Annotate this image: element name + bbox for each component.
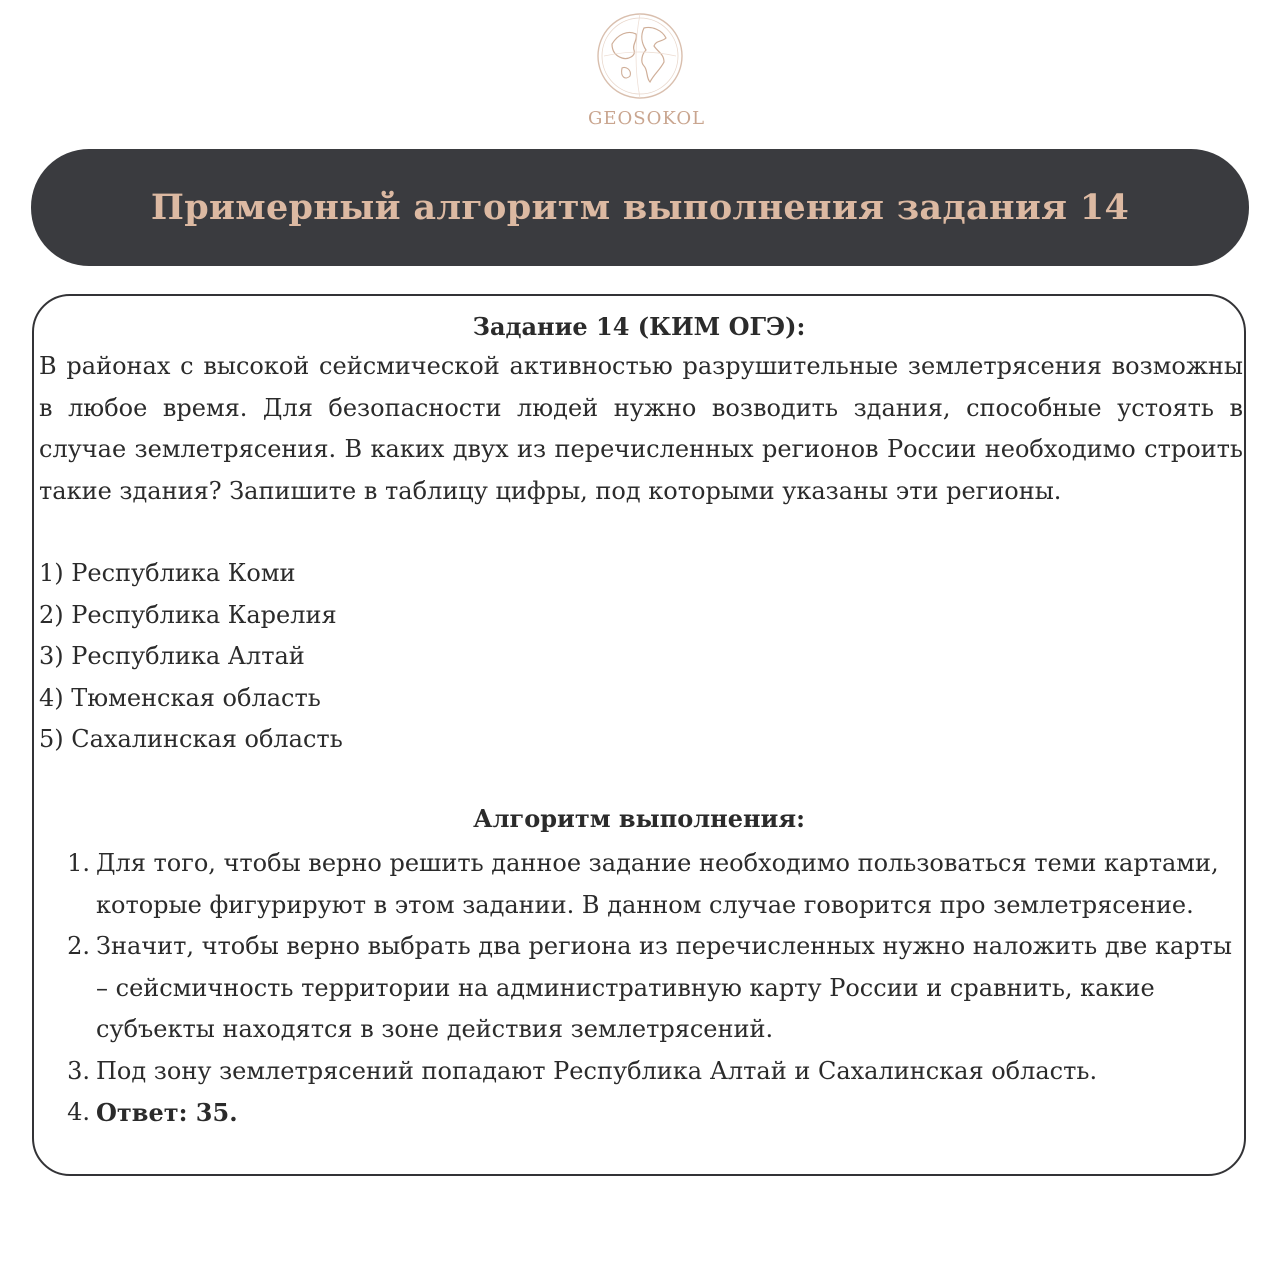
step-number: 4. bbox=[67, 1098, 90, 1126]
option-item: 5) Сахалинская область bbox=[39, 725, 343, 753]
algorithm-heading: Алгоритм выполнения: bbox=[473, 804, 805, 833]
content-box bbox=[32, 294, 1246, 1176]
algorithm-steps-list bbox=[62, 843, 1232, 1135]
step-text-answer bbox=[96, 1092, 1232, 1135]
title-banner bbox=[31, 149, 1249, 266]
algorithm-step bbox=[62, 843, 1232, 926]
option-item: 4) Тюменская область bbox=[39, 683, 321, 712]
algorithm-step bbox=[62, 1051, 1232, 1093]
option-item: 1) Республика Коми bbox=[39, 559, 296, 587]
step-number: 3. bbox=[67, 1056, 90, 1085]
step-number: 1. bbox=[67, 849, 90, 877]
step-number: 2. bbox=[67, 932, 90, 960]
answer-text: Ответ: 35. bbox=[96, 1098, 238, 1127]
option-item: 3) Республика Алтай bbox=[39, 642, 305, 670]
algorithm-step bbox=[62, 926, 1232, 1051]
answer-options-list bbox=[39, 553, 343, 761]
page-title: Примерный алгоритм выполнения задания 14 bbox=[150, 187, 1130, 228]
task-heading: Задание 14 (КИМ ОГЭ): bbox=[472, 312, 806, 341]
logo-brand-text: GEOSOKOL bbox=[588, 108, 706, 129]
logo bbox=[588, 8, 706, 132]
step-text: Под зону землетрясений попадают Республика Алтай и Сахалинская область. bbox=[96, 1056, 1098, 1085]
task-text: В районах с высокой сейсмической активностью разрушительные землетрясения возможны в любое время. Для безопасности людей нужно возводить здания, способные устоять в случае землетрясения. В каких двух из перечисленных регионов России необходимо строить такие здания? Запишите в таблицу цифры, под которыми указаны эти регионы. bbox=[39, 352, 1243, 505]
algorithm-step bbox=[62, 1092, 1232, 1135]
step-text: Значит, чтобы верно выбрать два региона из перечисленных нужно наложить две карты – сейсмичность территории на административную карту России и сравнить, какие субъекты находятся в зоне действия землетрясений. bbox=[96, 932, 1233, 1043]
globe-logo-icon bbox=[592, 8, 688, 104]
step-text: Для того, чтобы верно решить данное задание необходимо пользоваться теми картами, которые фигурируют в этом задании. В данном случае говорится про землетрясение. bbox=[96, 849, 1219, 919]
option-item: 2) Республика Карелия bbox=[39, 600, 337, 629]
